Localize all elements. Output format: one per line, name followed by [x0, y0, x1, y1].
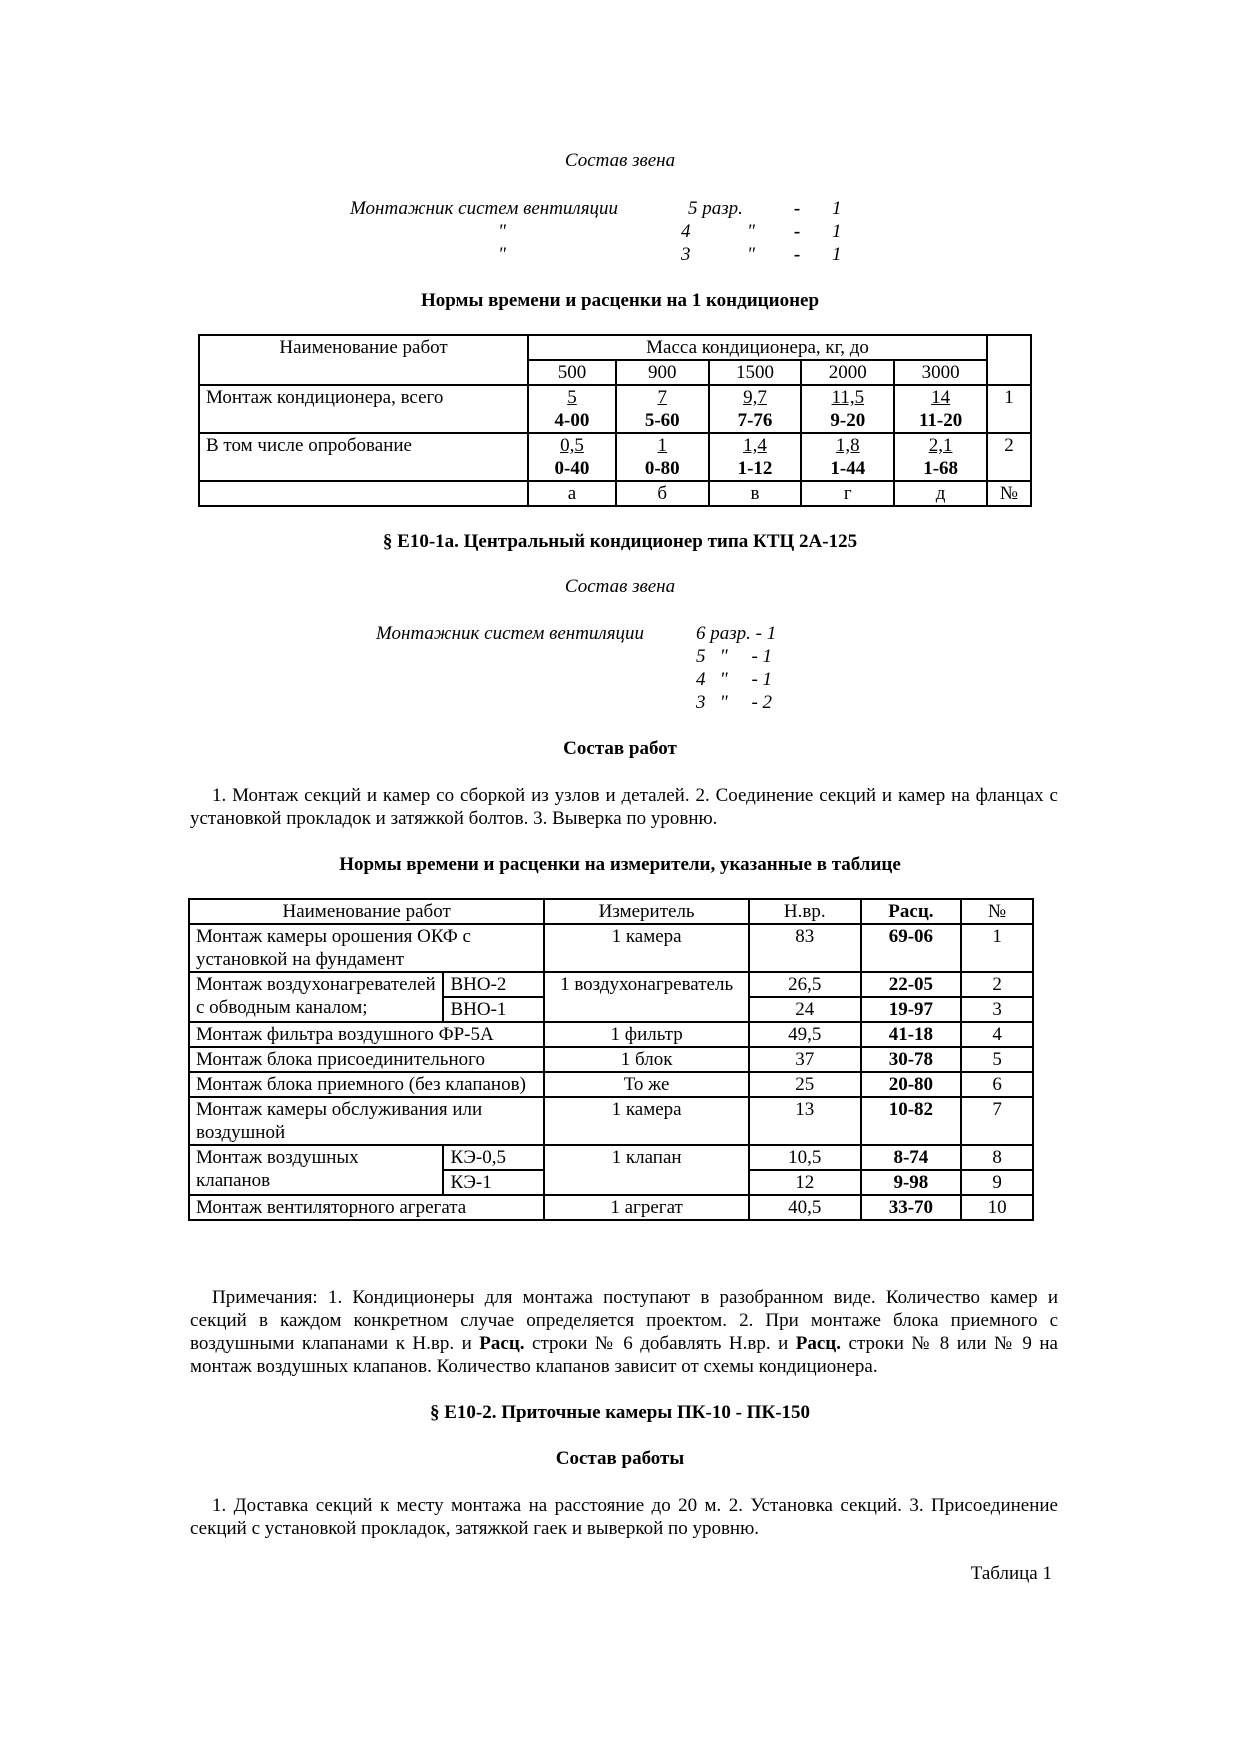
row-number: 5	[961, 1047, 1033, 1072]
crew-row: 4 " - 1	[696, 669, 773, 690]
table-header-row	[189, 899, 1033, 924]
crew-worker-name: Монтажник систем вентиляции	[350, 198, 619, 219]
mass-cell: 3000	[894, 360, 987, 385]
crew-ditto: "	[498, 221, 506, 242]
norm-hours: 13	[749, 1097, 861, 1145]
work-name: Монтаж фильтра воздушного ФР-5А	[189, 1022, 544, 1047]
type: ВНО-2	[443, 972, 544, 997]
norm-rate: 0-80	[644, 458, 680, 479]
notes-text: строки № 6 добавлять Н.вр. и	[524, 1333, 796, 1354]
header-rate: Расц.	[861, 899, 962, 924]
works-title: Состав работы	[555, 1448, 685, 1469]
type: КЭ-1	[443, 1170, 544, 1195]
table-label: Таблица 1	[970, 1563, 1052, 1584]
norm-hours: 37	[749, 1047, 861, 1072]
norm-cell	[528, 385, 616, 433]
crew-row: 5 " - 1	[696, 646, 773, 667]
unit: 1 камера	[544, 924, 749, 972]
work-name: Монтаж камеры обслуживания или воздушной	[189, 1097, 544, 1145]
norm-hours: 12	[749, 1170, 861, 1195]
table-row	[189, 924, 1033, 972]
row-number: 1	[987, 385, 1031, 433]
norm-cell	[616, 433, 709, 481]
norm-rate: 9-20	[830, 410, 866, 431]
mass-cell: 1500	[709, 360, 802, 385]
works-text: 1. Доставка секций к месту монтажа на расстояние до 20 м. 2. Установка секций. 3. Присоединение секций с установкой прокладок, затяжкой гаек и выверкой по уровню.	[190, 1495, 1058, 1539]
crew-row: 6 разр. - 1	[696, 623, 777, 644]
header-empty	[987, 335, 1031, 385]
table1-title: Нормы времени и расценки на 1 кондиционер	[420, 290, 820, 311]
work-name: Монтаж воздухонагревателей с обводным каналом;	[189, 972, 443, 1022]
table-row	[199, 481, 1031, 506]
crew-ditto: "	[498, 244, 506, 265]
type: ВНО-1	[443, 997, 544, 1022]
table2-title: Нормы времени и расценки на измерители, указанные в таблице	[339, 854, 901, 875]
norm-cell	[801, 385, 894, 433]
crew-count: 1	[832, 244, 842, 265]
table-row	[189, 1022, 1033, 1047]
row-number: 7	[961, 1097, 1033, 1145]
section-title: § Е10-2. Приточные камеры ПК-10 - ПК-150	[429, 1402, 811, 1423]
table-row	[189, 1195, 1033, 1220]
unit: То же	[544, 1072, 749, 1097]
norm-cell	[616, 385, 709, 433]
rate: 69-06	[861, 924, 962, 972]
column-letter: в	[709, 481, 802, 506]
norm-hours: 1,8	[835, 435, 860, 456]
norm-hours: 40,5	[749, 1195, 861, 1220]
norm-rate: 11-20	[918, 410, 963, 431]
header-work-name: Наименование работ	[199, 335, 528, 385]
crew-dash: -	[794, 221, 801, 242]
table-row	[189, 1047, 1033, 1072]
column-letter: а	[528, 481, 616, 506]
row-number: 1	[961, 924, 1033, 972]
table-row	[189, 1072, 1033, 1097]
norm-hours: 1,4	[743, 435, 767, 456]
crew-dash: -	[794, 244, 801, 265]
number-label: №	[987, 481, 1031, 506]
norm-hours: 24	[749, 997, 861, 1022]
crew-count: 1	[832, 221, 842, 242]
norm-cell	[709, 385, 802, 433]
rate: 33-70	[861, 1195, 962, 1220]
crew-count: 1	[832, 198, 842, 219]
works-title: Состав работ	[563, 738, 677, 759]
norm-hours: 9,7	[743, 387, 767, 408]
notes-text: Примечания: 1. Кондиционеры для монтажа поступают в разобранном виде. Количество камер и секций в каждом конкретном случае определяется проектом. 2. При монтаже блока приемного с воздушными клапанами к Н.вр. и	[190, 1287, 1058, 1354]
crew-dash: -	[794, 198, 801, 219]
crew-row: 3 " - 2	[696, 692, 773, 713]
table-row	[189, 972, 1033, 997]
unit: 1 фильтр	[544, 1022, 749, 1047]
table-row	[189, 1145, 1033, 1170]
norms-table-1	[198, 334, 1032, 507]
row-number: 2	[987, 433, 1031, 481]
norms-table-2	[188, 898, 1034, 1221]
header-mass: Масса кондиционера, кг, до	[528, 335, 987, 360]
crew-worker-name: Монтажник систем вентиляции	[376, 623, 645, 644]
work-name: Монтаж кондиционера, всего	[199, 385, 528, 433]
work-name: Монтаж блока присоединительного	[189, 1047, 544, 1072]
work-name: Монтаж воздушных клапанов	[189, 1145, 443, 1195]
norm-rate: 1-44	[830, 458, 866, 479]
norm-hours: 1	[657, 435, 667, 456]
row-number: 3	[961, 997, 1033, 1022]
crew-grade: 3	[681, 244, 691, 265]
work-name: Монтаж блока приемного (без клапанов)	[189, 1072, 544, 1097]
norm-cell	[894, 433, 987, 481]
norm-rate: 4-00	[554, 410, 590, 431]
column-letter: б	[616, 481, 709, 506]
row-number: 9	[961, 1170, 1033, 1195]
norm-hours: 14	[931, 387, 951, 408]
rate: 20-80	[861, 1072, 962, 1097]
norm-rate: 7-76	[737, 410, 773, 431]
row-number: 6	[961, 1072, 1033, 1097]
norm-cell	[528, 433, 616, 481]
norm-cell	[801, 433, 894, 481]
work-name: Монтаж вентиляторного агрегата	[189, 1195, 544, 1220]
notes-text: строки № 8 или № 9 на монтаж воздушных клапанов. Количество клапанов зависит от схемы кондиционера.	[190, 1333, 1058, 1377]
notes-paragraph	[190, 1286, 1058, 1378]
unit: 1 блок	[544, 1047, 749, 1072]
norm-hours: 25	[749, 1072, 861, 1097]
norm-cell	[894, 385, 987, 433]
norm-hours: 10,5	[749, 1145, 861, 1170]
empty-cell	[199, 481, 528, 506]
norm-cell	[709, 433, 802, 481]
mass-cell: 2000	[801, 360, 894, 385]
header-work-name: Наименование работ	[189, 899, 544, 924]
notes-bold: Расц.	[795, 1333, 842, 1354]
rate: 19-97	[861, 997, 962, 1022]
unit: 1 воздухонагреватель	[544, 972, 749, 1022]
unit: 1 агрегат	[544, 1195, 749, 1220]
notes-bold: Расц.	[479, 1333, 525, 1354]
column-letter: д	[894, 481, 987, 506]
norm-hours: 5	[567, 387, 577, 408]
table-row	[199, 433, 1031, 481]
norm-rate: 1-68	[923, 458, 959, 479]
crew-title: Состав звена	[564, 576, 676, 597]
norm-hours: 83	[749, 924, 861, 972]
header-unit: Измеритель	[544, 899, 749, 924]
column-letter: г	[801, 481, 894, 506]
rate: 8-74	[861, 1145, 962, 1170]
header-number: №	[961, 899, 1033, 924]
mass-cell: 900	[616, 360, 709, 385]
mass-cell: 500	[528, 360, 616, 385]
work-name: Монтаж камеры орошения ОКФ с установкой на фундамент	[189, 924, 544, 972]
section-title: § Е10-1а. Центральный кондиционер типа КТЦ 2А-125	[382, 531, 858, 552]
header-hours: Н.вр.	[749, 899, 861, 924]
table-row	[199, 385, 1031, 433]
norm-hours: 26,5	[749, 972, 861, 997]
row-number: 2	[961, 972, 1033, 997]
rate: 30-78	[861, 1047, 962, 1072]
unit: 1 клапан	[544, 1145, 749, 1195]
row-number: 8	[961, 1145, 1033, 1170]
crew-ditto-mark: "	[747, 221, 755, 242]
norm-hours: 7	[657, 387, 667, 408]
norm-hours: 49,5	[749, 1022, 861, 1047]
crew-grade: 4	[681, 221, 691, 242]
type: КЭ-0,5	[443, 1145, 544, 1170]
crew-grade: 5 разр.	[688, 198, 743, 219]
norm-hours: 0,5	[560, 435, 584, 456]
norm-rate: 1-12	[737, 458, 773, 479]
crew-title: Состав звена	[564, 150, 676, 171]
table-row	[189, 1097, 1033, 1145]
rate: 22-05	[861, 972, 962, 997]
norm-rate: 5-60	[644, 410, 680, 431]
norm-rate: 0-40	[554, 458, 590, 479]
rate: 9-98	[861, 1170, 962, 1195]
norm-hours: 2,1	[928, 435, 953, 456]
work-name: В том числе опробование	[199, 433, 528, 481]
norm-hours: 11,5	[831, 387, 865, 408]
rate: 10-82	[861, 1097, 962, 1145]
rate: 41-18	[861, 1022, 962, 1047]
row-number: 10	[961, 1195, 1033, 1220]
row-number: 4	[961, 1022, 1033, 1047]
crew-ditto-mark: "	[747, 244, 755, 265]
works-text: 1. Монтаж секций и камер со сборкой из узлов и деталей. 2. Соединение секций и камер на фланцах с установкой прокладок и затяжкой болтов. 3. Выверка по уровню.	[190, 785, 1058, 829]
unit: 1 камера	[544, 1097, 749, 1145]
